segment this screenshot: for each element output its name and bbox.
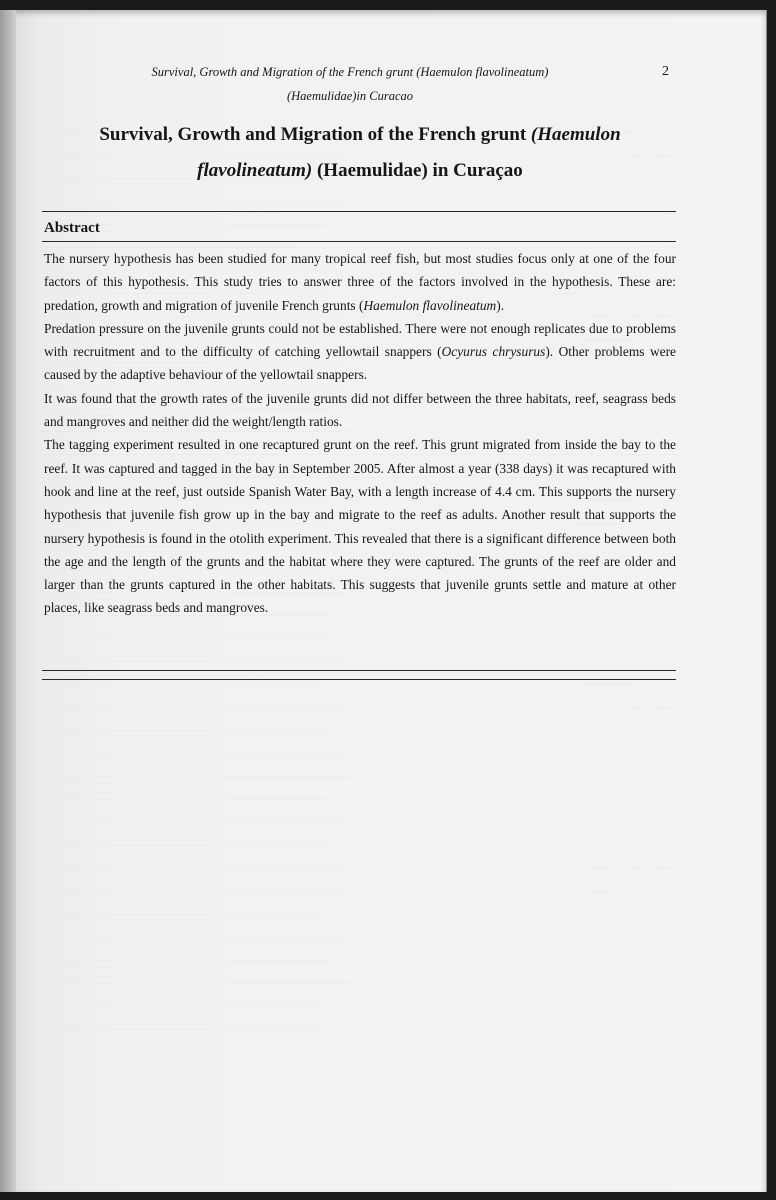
show-through-line <box>40 1007 690 1030</box>
show-through-line <box>40 639 690 662</box>
title-species-part1: (Haemulon <box>530 124 621 145</box>
title-text-part2: (Haemulidae) in Curaçao <box>312 160 523 181</box>
abstract-p1-species: Haemulon flavolineatum <box>363 297 497 313</box>
abstract-p2-species: Ocyurus chrysurus <box>441 344 546 360</box>
abstract-paragraph-1 <box>44 247 676 317</box>
paper-title <box>60 117 660 189</box>
show-through-line <box>40 754 690 777</box>
binding-shadow <box>0 10 16 1192</box>
show-through-line <box>40 915 690 938</box>
abstract-paragraph-2 <box>44 317 676 387</box>
show-through-line <box>40 685 690 708</box>
show-through-line <box>40 800 690 823</box>
abstract-bottom-rule-1 <box>42 670 676 671</box>
abstract-bottom-rule-2 <box>42 679 676 680</box>
show-through-line <box>40 938 690 961</box>
show-through-line <box>40 823 690 846</box>
show-through-line <box>40 708 690 731</box>
show-through-line <box>40 731 690 754</box>
show-through-line <box>40 869 690 892</box>
abstract-heading-rule <box>42 241 676 242</box>
abstract-paragraph-3: It was found that the growth rates of the juvenile grunts did not differ between the three habitats, reef, seagrass beds and mangroves and neither did the weight/length ratios. <box>44 390 676 430</box>
title-line1 <box>60 117 660 153</box>
document-page <box>0 10 767 1192</box>
show-through-line <box>40 225 690 248</box>
page-number: 2 <box>662 64 669 79</box>
abstract-body <box>44 247 676 620</box>
abstract-p2-text-a: Predation pressure on the juvenile grunts could not be established. There were not enough replicates due to problems with recruitment and to the difficulty of catching yellowtail snappers ( <box>44 320 676 360</box>
show-through-line <box>40 777 690 800</box>
abstract-paragraph-4: The tagging experiment resulted in one recaptured grunt on the reef. This grunt migrated from inside the bay to the reef. It was captured and tagged in the bay in September 2005. After almost a year (338 days) it was recaptured with hook and line at the reef, just outside Spanish Water Bay, with a length increase of 4.4 cm. This supports the nursery hypothesis that juvenile fish grow up in the bay and migrate to the reef as adults. Another result that supports the nursery hypothesis is found in the otolith experiment. This revealed that there is a significant difference between both the age and the length of the grunts and the habitat where they were captured. The grunts of the reef are older and larger than the grunts captured in the other habitats. This suggests that juvenile grunts settle and mature at other places, like seagrass beds and mangroves. <box>44 437 676 616</box>
title-species-part2: flavolineatum) <box>197 160 313 181</box>
abstract-heading: Abstract <box>44 220 100 236</box>
abstract-p1-text: The nursery hypothesis has been studied for many tropical reef fish, but most studies focus only at one of the four factors of this hypothesis. This study tries to answer three of the factors involved in the hypothesis. These are: predation, growth and migration of juvenile French grunts ( <box>44 251 676 313</box>
abstract-p1-end: ). <box>496 297 505 313</box>
show-through-line <box>40 961 690 984</box>
show-through-line <box>40 202 690 225</box>
title-line2 <box>60 153 660 189</box>
abstract-p2-text-b: ). Other problems were caused by the adaptive behaviour of the yellowtail snappers. <box>44 344 676 383</box>
running-header-line2: (Haemulidae)in Curacao <box>286 89 414 103</box>
title-text-part1: Survival, Growth and Migration of the French grunt <box>99 124 531 145</box>
running-header <box>90 60 610 108</box>
running-header-line1: Survival, Growth and Migration of the French grunt (Haemulon flavolineatum) <box>151 65 549 79</box>
abstract-top-rule <box>42 211 676 212</box>
show-through-line <box>40 984 690 1007</box>
show-through-line <box>40 662 690 685</box>
show-through-line <box>40 846 690 869</box>
show-through-line <box>40 892 690 915</box>
